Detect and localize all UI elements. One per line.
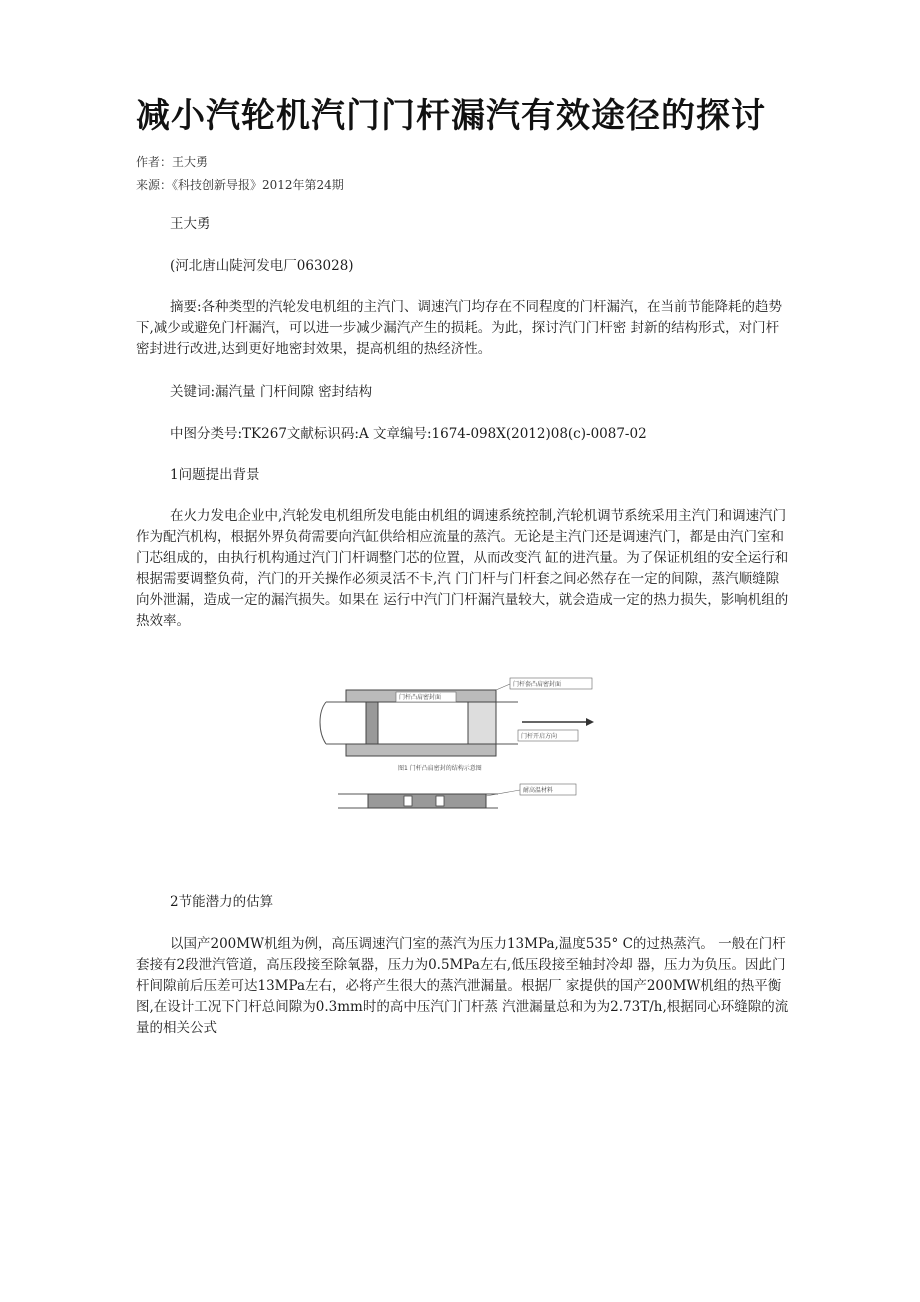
seal-structure-diagram: [318, 672, 596, 812]
source-meta: 来源：《科技创新导报》2012年第24期: [136, 178, 344, 192]
classification: 中图分类号:TK267文献标识码:A 文章编号:1674-098X(2012)08(c)-0087-02: [170, 426, 647, 442]
abstract: 摘要:各种类型的汽轮发电机组的主汽门、调速汽门均存在不同程度的门杆漏汽，在当前节能降耗的趋势下,减少或避免门杆漏汽，可以进一步减少漏汽产生的损耗。为此，探讨汽门门杆密 封新的结构形式，对门杆密封进行改进,达到更好地密封效果，提高机组的热经济性。: [136, 299, 783, 357]
author-meta: 作者：王大勇: [136, 155, 209, 169]
figure-caption: 图1 门杆凸肩密封的结构示意图: [398, 765, 482, 772]
figure-label-material: 耐高温材料: [523, 787, 554, 794]
section2-paragraph: 以国产200MW机组为例，高压调速汽门室的蒸汽为压力13MPa,温度535° C的过热蒸汽。 一般在门杆套接有2段泄汽管道，高压段接至除氧器，压力为0.5MPa左右,低压段接至轴封冷却 器，压力为负压。因此门杆间隙前后压差可达13MPa左右，必将产生很大的蒸汽泄漏量。根据厂 家提供的国产200MW机组的热平衡图,在设计工况下门杆总间隙为0.3mm时的高中压汽门门杆蒸 汽泄漏量总和为为2.73T/h,根据同心环缝隙的流量的相关公式: [136, 936, 789, 1036]
section2-heading: 2节能潜力的估算: [170, 894, 274, 910]
author-name: 王大勇: [170, 216, 211, 232]
figure-label-direction: 门杆开启方向: [521, 733, 558, 740]
section1-heading: 1问题提出背景: [170, 467, 260, 483]
affiliation: (河北唐山陡河发电厂063028): [170, 258, 354, 274]
page-title: 减小汽轮机汽门门杆漏汽有效途径的探讨: [136, 96, 766, 136]
section1-paragraph: 在火力发电企业中,汽轮发电机组所发电能由机组的调速系统控制,汽轮机调节系统采用主汽门和调速汽门作为配汽机构，根据外界负荷需要向汽缸供给相应流量的蒸汽。无论是主汽门还是调速汽门，都是由汽门室和门芯组成的，由执行机构通过汽门门杆调整门芯的位置，从而改变汽 缸的进汽量。为了保证机组的安全运行和根据需要调整负荷，汽门的开关操作必须灵活不卡,汽 门门杆与门杆套之间必然存在一定的间隙，蒸汽顺缝隙向外泄漏，造成一定的漏汽损失。如果在 运行中汽门门杆漏汽量较大，就会造成一定的热力损失，影响机组的热效率。: [136, 508, 789, 629]
figure-label-top: 门杆凸肩密封面: [399, 694, 442, 701]
figure-label-right-top: 门杆套凸肩密封面: [513, 681, 562, 688]
keywords: 关键词:漏汽量 门杆间隙 密封结构: [170, 384, 373, 400]
figure-1: [318, 672, 596, 812]
